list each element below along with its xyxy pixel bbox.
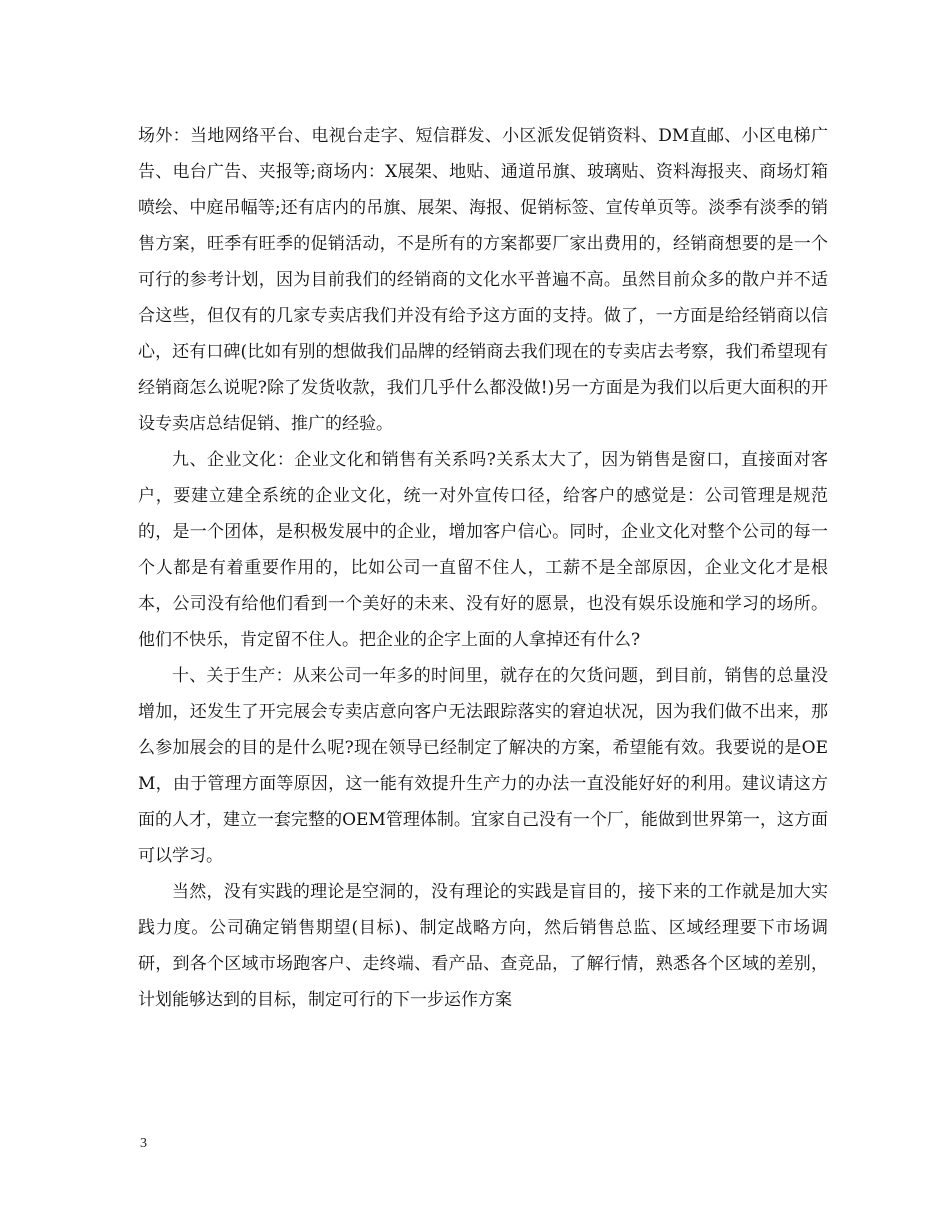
paragraph-production: 十、关于生产：从来公司一年多的时间里，就存在的欠货问题，到目前，销售的总量没增加，还发生了开完展会专卖店意向客户无法跟踪落实的窘迫状况，因为我们做不出来，那么参加展会的目的是什么呢?现在领导已经制定了解决的方案，希望能有效。我要说的是OEM，由于管理方面等原因，这一能有效提升生产力的办法一直没能好好的利用。建议请这方面的人才，建立一套完整的OEM管理体制。宜家自己没有一个厂，能做到世界第一，这方面可以学习。 — [138, 666, 828, 866]
paragraph-practice: 当然，没有实践的理论是空洞的，没有理论的实践是盲目的，接下来的工作就是加大实践力度。公司确定销售期望(目标)、制定战略方向，然后销售总监、区域经理要下市场调研，到各个区域市场跑客户、走终端、看产品、查竞品，了解行情，熟悉各个区域的差别，计划能够达到的目标，制定可行的下一步运作方案 — [138, 882, 828, 1010]
document-body — [138, 118, 828, 1018]
page-number: 3 — [140, 1136, 147, 1151]
paragraph-promotion-channels: 场外：当地网络平台、电视台走字、短信群发、小区派发促销资料、DM直邮、小区电梯广告、电台广告、夹报等;商场内：X展架、地贴、通道吊旗、玻璃贴、资料海报夹、商场灯箱喷绘、中庭吊幅等;还有店内的吊旗、展架、海报、促销标签、宣传单页等。淡季有淡季的销售方案，旺季有旺季的促销活动，不是所有的方案都要厂家出费用的，经销商想要的是一个可行的参考计划，因为目前我们的经销商的文化水平普遍不高。虽然目前众多的散户并不适合这些，但仅有的几家专卖店我们并没有给予这方面的支持。做了，一方面是给经销商以信心，还有口碑(比如有别的想做我们品牌的经销商去我们现在的专卖店去考察，我们希望现有经销商怎么说呢?除了发货收款，我们几乎什么都没做!)另一方面是为我们以后更大面积的开设专卖店总结促销、推广的经验。 — [138, 126, 828, 434]
paragraph-corporate-culture: 九、企业文化：企业文化和销售有关系吗?关系太大了，因为销售是窗口，直接面对客户，要建立建全系统的企业文化，统一对外宣传口径，给客户的感觉是：公司管理是规范的，是一个团体，是积极发展中的企业，增加客户信心。同时，企业文化对整个公司的每一个人都是有着重要作用的，比如公司一直留不住人，工薪不是全部原因，企业文化才是根本，公司没有给他们看到一个美好的未来、没有好的愿景，也没有娱乐设施和学习的场所。他们不快乐，肯定留不住人。把企业的企字上面的人拿掉还有什么? — [138, 450, 828, 650]
